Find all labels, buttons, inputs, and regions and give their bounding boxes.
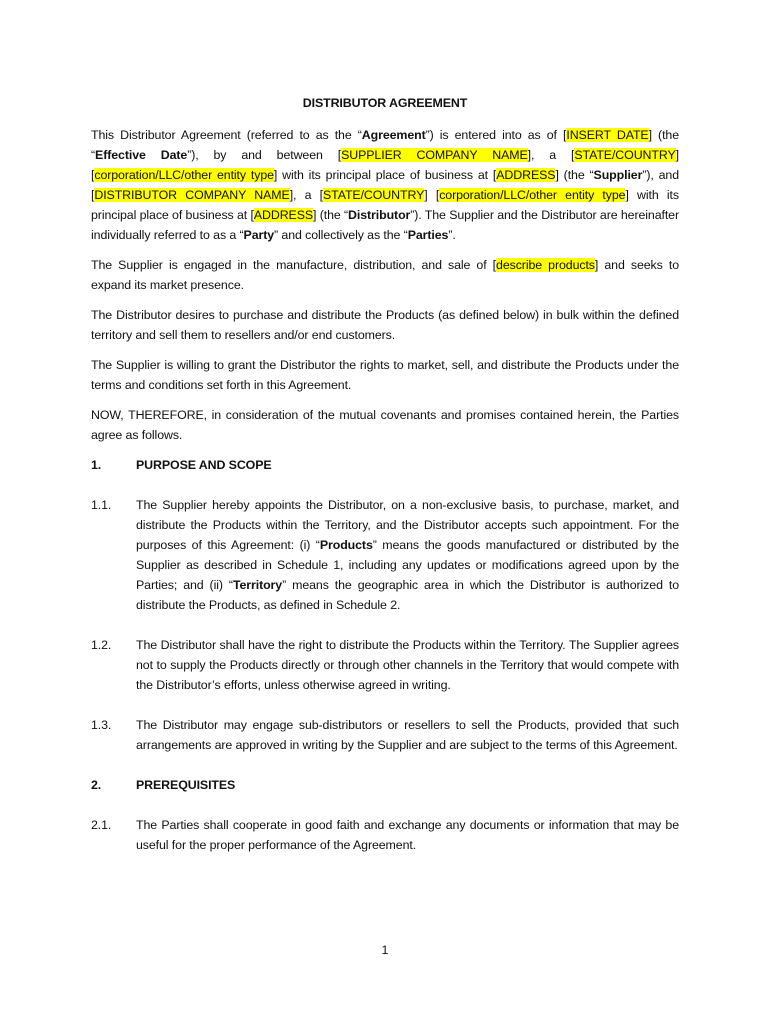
clause-text: The Supplier hereby appoints the Distributor, on a non-exclusive basis, to purchase, market, and distribute the Products within the Territory, and the Distributor accepts such appointment. For the purposes of this Agreement: (i) “Products” means the goods manufactured or distributed by the Supplier as described in Schedule 1, including any updates or modifications agreed upon by the Parties; and (ii) “Territory” means the geographic area in which the Distributor is authorized to distribute the Products, as defined in Schedule 2. xyxy=(136,498,679,612)
page-number: 1 xyxy=(381,943,389,957)
clause-1-2 xyxy=(91,635,679,695)
placeholder-distributor-entity: corporation/LLC/other entity type xyxy=(439,188,626,202)
section-number: 2. xyxy=(91,778,102,792)
section-number: 1. xyxy=(91,458,102,472)
defined-term-distributor: Distributor xyxy=(348,208,411,222)
clause-text: The Parties shall cooperate in good faith and exchange any documents or information that may be useful for the proper performance of the Agreement. xyxy=(136,818,679,852)
recital-supplier-willing: The Supplier is willing to grant the Distributor the rights to market, sell, and distribute the Products under the terms and conditions set forth in this Agreement. xyxy=(91,358,679,392)
defined-term-agreement: Agreement xyxy=(361,128,426,142)
clause-1-1 xyxy=(91,495,679,615)
clause-number: 1.2. xyxy=(91,638,112,652)
defined-term-supplier: Supplier xyxy=(593,168,643,182)
section-heading-purpose-scope xyxy=(91,455,679,475)
now-therefore-paragraph: NOW, THEREFORE, in consideration of the mutual covenants and promises contained herein, the Parties agree as follows. xyxy=(91,408,679,442)
defined-term-territory: Territory xyxy=(232,578,283,592)
placeholder-supplier-state: STATE/COUNTRY xyxy=(574,148,676,162)
placeholder-supplier-entity: corporation/LLC/other entity type xyxy=(94,168,274,182)
recital-distributor-desire: The Distributor desires to purchase and distribute the Products (as defined below) in bulk within the defined territory and sell them to resellers and/or end customers. xyxy=(91,308,679,342)
placeholder-supplier-name: SUPPLIER COMPANY NAME xyxy=(341,148,528,162)
defined-term-parties: Parties xyxy=(407,228,449,242)
section-title: PURPOSE AND SCOPE xyxy=(136,458,272,472)
clause-number: 1.3. xyxy=(91,718,112,732)
document-body xyxy=(91,93,679,875)
placeholder-distributor-address: ADDRESS xyxy=(253,208,314,222)
document-title: DISTRIBUTOR AGREEMENT xyxy=(302,96,468,110)
recital-supplier-business: The Supplier is engaged in the manufacture, distribution, and sale of [describe products] and seeks to expand its market presence. xyxy=(91,258,679,292)
clause-2-1 xyxy=(91,815,679,855)
clause-text: The Distributor may engage sub-distributors or resellers to sell the Products, provided that such arrangements are approved in writing by the Supplier and are subject to the terms of this Agreement. xyxy=(136,718,679,752)
defined-term-effective-date: Effective Date xyxy=(95,148,188,162)
intro-paragraph: This Distributor Agreement (referred to as the “Agreement”) is entered into as of [INSERT DATE] (the “Effective Date”), by and between [SUPPLIER COMPANY NAME], a [STATE/COUNTRY] [corporation/LLC/other entity type] with its principal place of business at [ADDRESS] (the “Supplier”), and [DISTRIBUTOR COMPANY NAME], a [STATE/COUNTRY] [corporation/LLC/other entity type] with its principal place of business at [ADDRESS] (the “Distributor”). The Supplier and the Distributor are hereinafter individually referred to as a “Party” and collectively as the “Parties”. xyxy=(91,128,680,242)
placeholder-supplier-address: ADDRESS xyxy=(496,168,556,182)
clause-number: 1.1. xyxy=(91,498,112,512)
section-title: PREREQUISITES xyxy=(136,778,236,792)
clause-number: 2.1. xyxy=(91,818,112,832)
defined-term-party: Party xyxy=(243,228,275,242)
placeholder-distributor-state: STATE/COUNTRY xyxy=(322,188,425,202)
section-heading-prerequisites xyxy=(91,775,679,795)
clause-text: The Distributor shall have the right to distribute the Products within the Territory. The Supplier agrees not to supply the Products directly or through other channels in the Territory that would compete with the Distributor’s efforts, unless otherwise agreed in writing. xyxy=(136,638,679,692)
placeholder-describe-products: describe products xyxy=(496,258,595,272)
clause-1-3 xyxy=(91,715,679,755)
placeholder-insert-date: INSERT DATE xyxy=(566,128,649,142)
defined-term-products: Products xyxy=(319,538,373,552)
placeholder-distributor-name: DISTRIBUTOR COMPANY NAME xyxy=(94,188,290,202)
